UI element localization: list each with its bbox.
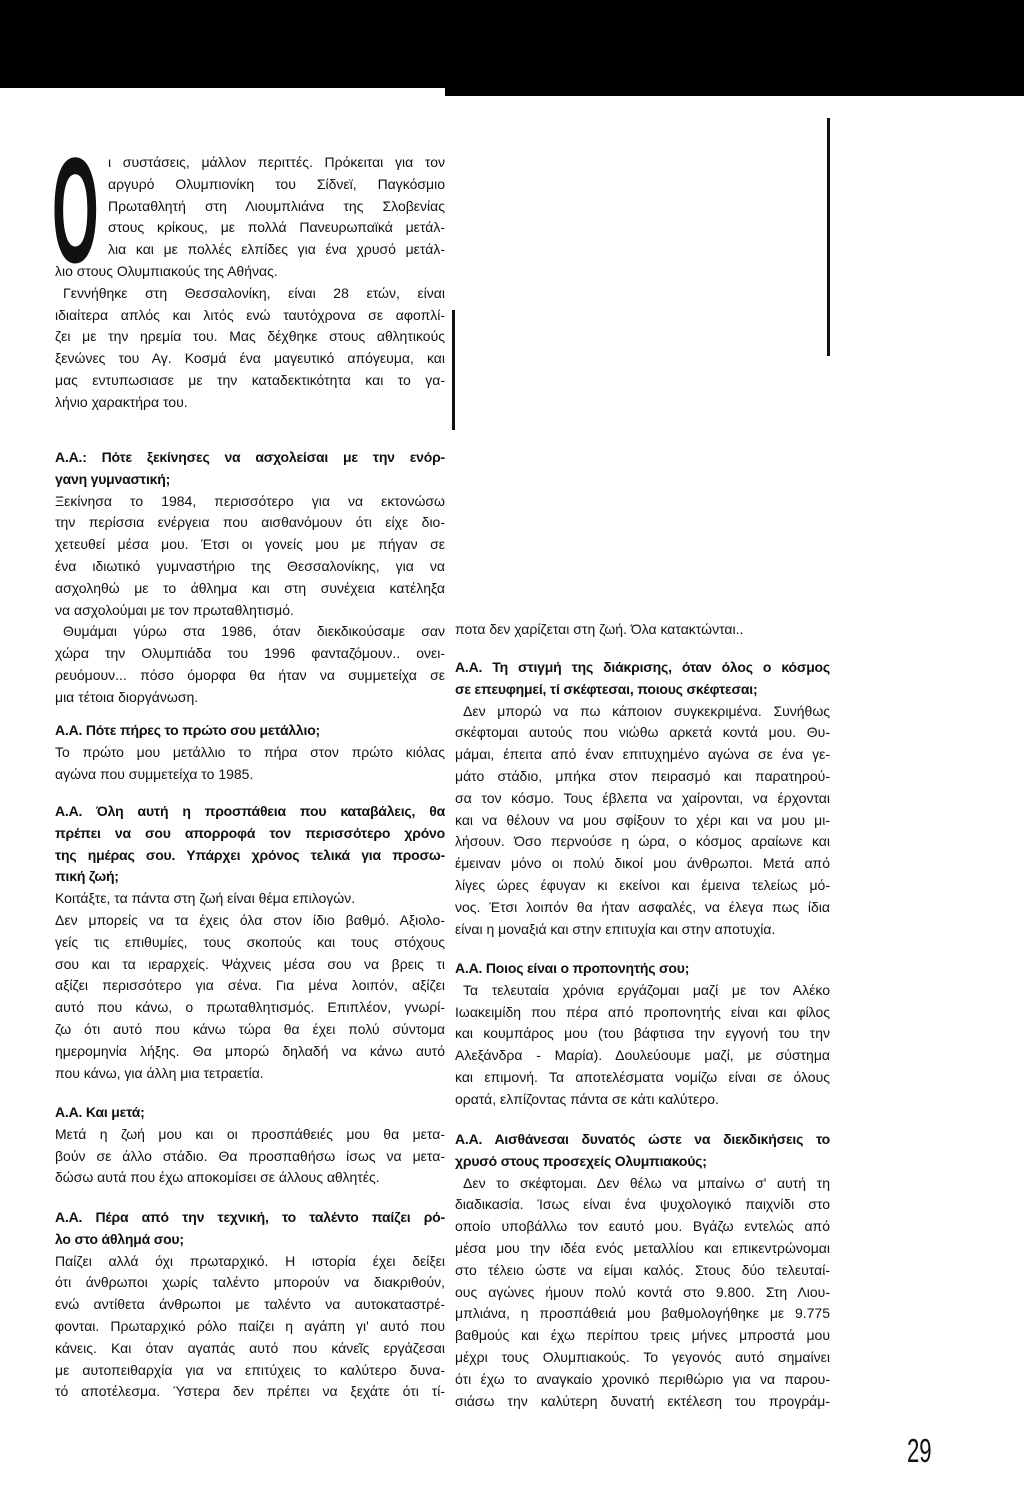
paragraph	[55, 742, 445, 786]
text-line: να ασχολούμαι με τον πρωταθλητισμό.	[55, 601, 294, 618]
question-line: Α.Α. Πότε πήρες το πρώτο σου μετάλλιο;	[55, 722, 321, 738]
question	[55, 1102, 445, 1124]
qa-section	[55, 1102, 445, 1189]
text-line: λήνιο χαρακτήρα του.	[55, 393, 188, 410]
question-line: λο στο άθλημά σου;	[55, 1230, 184, 1247]
text-line: ιδιαίτερα απλός και λιτός ενώ ταυτόχρονα σε αφοπλί-	[55, 306, 445, 323]
text-line: ξενώνες του Αγ. Κοσμά ένα μαγευτικό απόγευμα, και	[55, 350, 445, 367]
text-line: λια και με πολλές ελπίδες για ένα χρυσό μετάλ-	[108, 241, 445, 258]
text-line: δώσω αυτά που έχω αποκομίσει σε άλλους αθλητές.	[55, 1169, 380, 1186]
question	[455, 958, 830, 980]
question-line: Α.Α. Πέρα από την τεχνική, το ταλέντο παίζει ρό-	[55, 1209, 445, 1225]
text-line: και να θέλουν να μου σφίξουν το χέρι και να μου μι-	[455, 811, 830, 828]
text-line: ένα ιδιωτικό γυμναστήριο της Θεσσαλονίκης, για να	[55, 557, 445, 574]
paragraph	[55, 621, 445, 708]
text-line: λιο στους Ολυμπιακούς της Αθήνας.	[55, 262, 278, 279]
paragraph	[55, 1124, 445, 1189]
text-line: μέχρι τους Ολυμπιακούς. Το γεγονός αυτό σημαίνει	[455, 1348, 830, 1365]
text-line: βαθμούς και έχω περίπου τρεις μήνες μπροστά μου	[455, 1327, 830, 1344]
text-line: τό αποτέλεσμα. Ύστερα δεν πρέπει να ξεχάτε ότι τί-	[55, 1383, 445, 1400]
text-line: μέσα μου την ιδέα ενός μεταλλίου και επικεντρώνομαι	[455, 1239, 830, 1256]
qa-section	[455, 657, 830, 940]
text-line: χώρα την Ολυμπιάδα του 1996 φανταζόμουν.. ονει-	[55, 645, 445, 662]
text-line: αργυρό Ολυμπιονίκη του Σίδνεϊ, Παγκόσμιο	[108, 175, 445, 192]
qa-section	[55, 447, 445, 709]
continued-text	[455, 619, 830, 641]
text-line: μπλιάνα, η προσπάθειά μου βαθμολογήθηκε με 9.775	[455, 1305, 830, 1322]
text-line: γείς τις επιθυμίες, τους σκοπούς και τους στόχους	[55, 933, 445, 950]
question	[55, 801, 445, 888]
text-line: χετευθεί μέσα μου. Έτσι οι γονείς μου με πήγαν σε	[55, 536, 445, 553]
text-line: οποίο υποβάλλω τον εαυτό μου. Βγάζω εντελώς από	[455, 1218, 830, 1235]
question-line: πική ζωή;	[55, 868, 119, 885]
text-line: σιάσω την καλύτερη δυνατή εκτέλεση του προγράμ-	[455, 1392, 830, 1409]
text-line: ι συστάσεις, μάλλον περιττές. Πρόκειται για τον	[108, 154, 445, 170]
question	[55, 1207, 445, 1251]
intro-text	[55, 152, 445, 414]
text-line: Γεννήθηκε στη Θεσσαλονίκη, είναι 28 ετών, είναι	[63, 284, 445, 301]
paragraph	[455, 619, 830, 641]
question-line: Α.Α. Ποιος είναι ο προπονητής σου;	[455, 960, 690, 976]
text-line: ρευόμουν... πόσο όμορφα θα ήταν να συμμετείχα σε	[55, 666, 445, 683]
paragraph	[455, 701, 830, 941]
text-line: έμειναν μόνο οι πολύ δικοί μου άνθρωποι. Μετά από	[455, 855, 830, 872]
text-line: είναι η μοναξιά και στην επιτυχία και στην αποτυχία.	[455, 920, 776, 937]
text-line: σου και τα ιεραρχείς. Ψάχνεις μέσα σου να βρεις τι	[55, 955, 445, 972]
text-line: βούν σε άλλο στάδιο. Θα προσπαθήσω ίσως να μετα-	[55, 1147, 445, 1164]
page-number: 29	[907, 1432, 932, 1469]
qa-section	[455, 958, 830, 1111]
text-line: ότι άνθρωποι χωρίς ταλέντο μπορούν να διακριθούν,	[55, 1274, 445, 1291]
paragraph	[55, 888, 445, 910]
text-line: λίγες ώρες έφυγαν κι εκείνοι και έμεινα τελείως μό-	[455, 876, 830, 893]
text-line: μια τέτοια διοργάνωση.	[55, 688, 199, 705]
text-line: Δεν μπορώ να πω κάποιον συγκεκριμένα. Συνήθως	[463, 702, 830, 719]
question	[455, 657, 830, 701]
text-line: μάμαι, έπειτα από έναν επιτυχημένο αγώνα σε ένα γε-	[455, 746, 830, 763]
question-line: πρέπει να σου απορροφά τον περισσότερο χρόνο	[55, 824, 445, 841]
text-line: Πρωταθλητή στη Λιουμπλιάνα της Σλοβενίας	[108, 197, 445, 214]
text-line: την περίσσια ενέργεια που αισθανόμουν ότι είχε διο-	[55, 514, 445, 531]
text-line: νος. Έτσι λοιπόν θα ήταν ασφαλές, να έλεγα πως ίδια	[455, 898, 830, 915]
vertical-rule-center	[452, 310, 455, 430]
drop-cap: Ο	[52, 126, 99, 294]
text-line: Παίζει αλλά όχι πρωταρχικό. Η ιστορία έχει δείξει	[55, 1252, 445, 1269]
text-line: μας εντυπωσιασε με την καταδεκτικότητα και το γα-	[55, 371, 445, 388]
question-line: Α.Α. Τη στιγμή της διάκρισης, όταν όλος ο κόσμος	[455, 659, 830, 675]
text-line: φονται. Πρωταρχικό ρόλο παίζει η αγάπη γι' αυτό που	[55, 1317, 445, 1334]
text-line: στο τέλειο ώστε να είμαι καλός. Στους δύο τελευταί-	[455, 1261, 830, 1278]
text-line: ότι έχω το αναγκαίο χρονικό περιθώριο για να παρου-	[455, 1370, 830, 1387]
paragraph	[55, 283, 445, 414]
text-line: Κοιτάξτε, τα πάντα στη ζωή είναι θέμα επιλογών.	[55, 890, 356, 907]
text-line: ενώ αντίθετα άνθρωποι με ταλέντο να αυτοκαταστρέ-	[55, 1296, 445, 1313]
question	[55, 447, 445, 491]
text-line: Αλεξάνδρα - Μαρία). Δουλεύουμε μαζί, με σύστημα	[455, 1047, 830, 1064]
text-line: κάνεις. Και όταν αγαπάς αυτό που κάνεῖς εργάζεσαι	[55, 1339, 445, 1356]
text-line: ποτα δεν χαρίζεται στη ζωή. Όλα κατακτώνται..	[455, 621, 744, 637]
text-line: ους αγώνες ήμουν πολύ κοντά στο 9.800. Στη Λιου-	[455, 1283, 830, 1300]
text-line: ζει με την ηρεμία του. Μας δέχθηκε στους αθλητικούς	[55, 328, 445, 345]
text-line: διαδικασία. Ίσως είναι ένα ψυχολογικό παιχνίδι στο	[455, 1196, 830, 1213]
text-line: και κουμπάρος μου (του βάφτισα την εγγονή του την	[455, 1025, 830, 1042]
question-line: σε επευφημεί, τί σκέφτεσαι, ποιους σκέφτεσαι;	[455, 680, 758, 697]
paragraph	[455, 980, 830, 1111]
text-line: αυτό που κάνω, ο πρωταθλητισμός. Επιπλέον, γνωρί-	[55, 999, 445, 1016]
qa-section	[455, 1129, 830, 1412]
paragraph	[455, 1173, 830, 1413]
text-line: αξίζει περισσότερο για σένα. Για μένα λοιπόν, αξίζει	[55, 977, 445, 994]
text-line: και επιμονή. Τα αποτελέσματα νομίζω είναι σε όλους	[455, 1068, 830, 1085]
question-line: Α.Α. Αισθάνεσαι δυνατός ώστε να διεκδικήσεις το	[455, 1131, 830, 1147]
text-line: ορατά, ελπίζοντας πάντα σε κάτι καλύτερο.	[455, 1090, 719, 1107]
question-line: Α.Α.: Πότε ξεκίνησες να ασχολείσαι με την ενόρ-	[55, 449, 445, 465]
text-line: σα τον κόσμο. Τους έβλεπα να χαίρονται, να έρχονται	[455, 789, 830, 806]
text-line: Ξεκίνησα το 1984, περισσότερο για να εκτονώσω	[55, 492, 445, 509]
question-line: της ημέρας σου. Υπάρχει χρόνος τελικά για προσω-	[55, 846, 445, 863]
paragraph	[55, 1251, 445, 1404]
question-line: Α.Α. Και μετά;	[55, 1104, 145, 1120]
text-line: που κάνω, για άλλη μια τετραετία.	[55, 1064, 264, 1081]
paragraph	[55, 491, 445, 622]
question-line: χρυσό στους προσεχείς Ολυμπιακούς;	[455, 1152, 707, 1169]
text-line: Δεν το σκέφτομαι. Δεν θέλω να μπαίνω σ' αυτή τη	[463, 1174, 830, 1191]
question	[455, 1129, 830, 1173]
text-line: σκέφτομαι αυτούς που νιώθω αρκετά κοντά μου. Θυ-	[455, 724, 830, 741]
text-line: Τα τελευταία χρόνια εργάζομαι μαζί με τον Αλέκο	[463, 981, 830, 998]
text-line: αγώνα που συμμετείχα το 1985.	[55, 765, 254, 782]
paragraph	[55, 910, 445, 1084]
text-line: στους κρίκους, με πολλά Πανευρωπαϊκά μετάλ-	[108, 219, 445, 236]
question	[55, 720, 445, 742]
paragraph	[55, 152, 445, 283]
text-line: μάτο στάδιο, μπήκα στον πειρασμό και παρατηρού-	[455, 767, 830, 784]
header-band-step	[445, 88, 1024, 96]
text-line: ζω ότι αυτό που κάνω τώρα θα έχει πολύ σύντομα	[55, 1020, 445, 1037]
question-line: Α.Α. Όλη αυτή η προσπάθεια που καταβάλεις, θα	[55, 803, 445, 819]
header-band	[0, 0, 1024, 88]
text-line: με αυτοπειθαρχία για να επιτύχεις το καλύτερο δυνα-	[55, 1361, 445, 1378]
text-line: Μετά η ζωή μου και οι προσπάθειές μου θα μετα-	[55, 1125, 445, 1142]
text-line: Το πρώτο μου μετάλλιο το πήρα στον πρώτο κιόλας	[55, 743, 445, 760]
question-line: γανη γυμναστική;	[55, 470, 171, 487]
text-line: ασχοληθώ με το άθλημα και στη συνέχεια κατέληξα	[55, 579, 445, 596]
text-line: λήσουν. Όσο περνούσε η ώρα, ο κόσμος αραίωνε και	[455, 833, 830, 850]
text-line: Ιωακειμίδη που πέρα από προπονητής είναι και φίλος	[455, 1003, 830, 1020]
text-line: ημερομηνία λήξης. Θα μπορώ δηλαδή να κάνω αυτό	[55, 1042, 445, 1059]
qa-section	[55, 801, 445, 1084]
text-line: Θυμάμαι γύρω στα 1986, όταν διεκδικούσαμε σαν	[63, 623, 445, 640]
vertical-rule-right	[827, 118, 830, 356]
qa-section	[55, 720, 445, 785]
text-line: Δεν μπορείς να τα έχεις όλα στον ίδιο βαθμό. Αξιολο-	[55, 911, 445, 928]
qa-section	[55, 1207, 445, 1403]
